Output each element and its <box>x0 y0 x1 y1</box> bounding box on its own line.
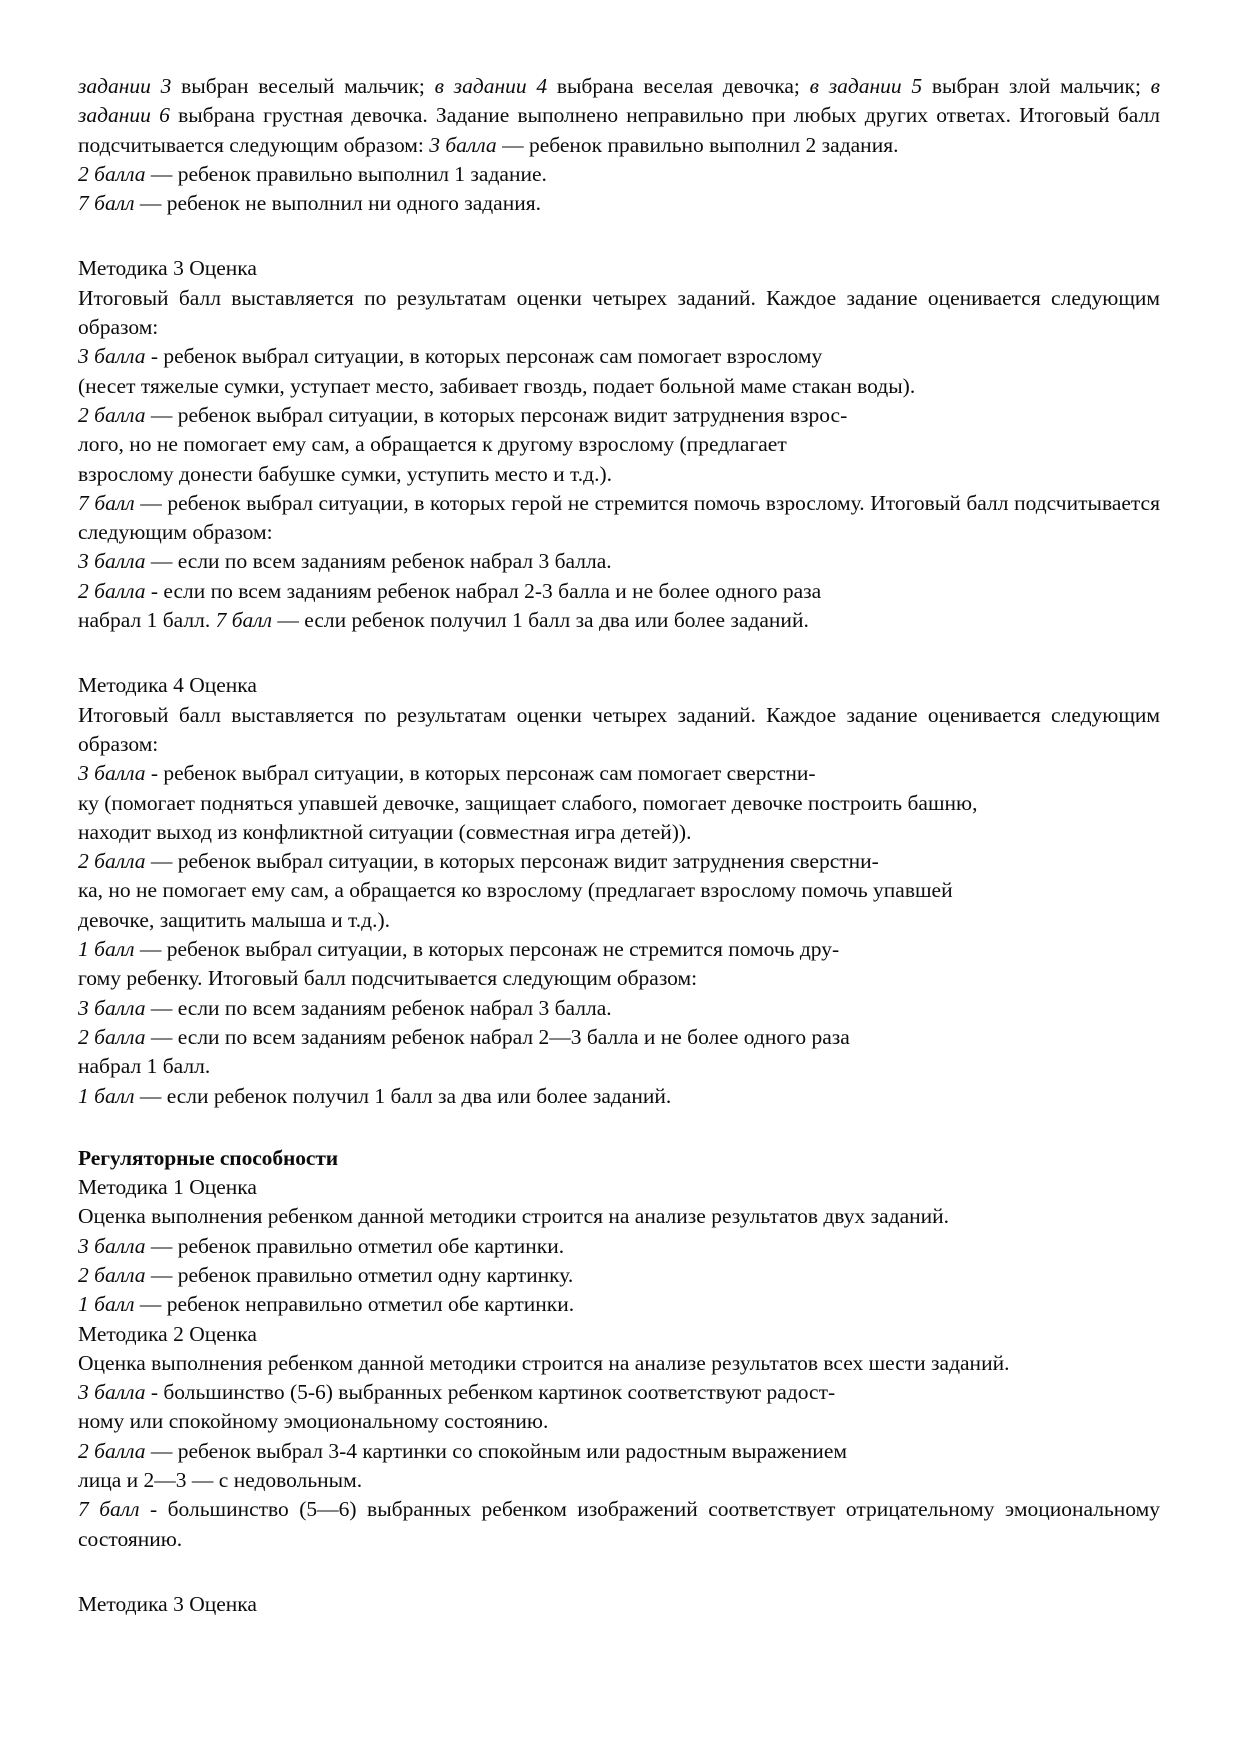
text-paragraph <box>78 1232 1160 1261</box>
text-paragraph <box>78 284 1160 343</box>
italic-run: 2 балла <box>78 1024 151 1049</box>
text-run: Методика 4 Оценка <box>78 673 257 698</box>
paragraph-spacer <box>78 1111 1160 1144</box>
italic-run: в задании 6 <box>78 74 1161 128</box>
text-run: Оценка выполнения ребенком данной методики строится на анализе результатов всех шести заданий. <box>78 1350 1010 1375</box>
text-run: девочке, защитить малыша и т.д.). <box>78 907 390 932</box>
italic-run: 7 балл <box>78 191 140 216</box>
text-paragraph <box>78 789 1160 818</box>
text-run: Методика 3 Оценка <box>78 256 257 281</box>
italic-run: 1 балл <box>78 937 140 962</box>
italic-run: 3 балла <box>78 1380 151 1405</box>
text-paragraph <box>78 372 1160 401</box>
text-run: Итоговый балл выставляется по результатам оценки четырех заданий. Каждое задание оценивается следующим образом: <box>78 285 1160 340</box>
text-run: ку (помогает подняться упавшей девочке, защищает слабого, помогает девочке построить башню, <box>78 790 978 815</box>
paragraph-spacer <box>78 1554 1160 1590</box>
text-paragraph <box>78 1437 1160 1466</box>
text-run: — если по всем заданиям ребенок набрал 3 балла. <box>150 995 612 1020</box>
italic-run: 7 балл <box>215 608 278 633</box>
italic-run: 7 балл <box>78 1497 150 1522</box>
italic-run: 3 балла <box>78 995 151 1020</box>
text-paragraph <box>78 1466 1160 1495</box>
text-run: лица и 2—3 — с недовольным. <box>78 1468 363 1493</box>
text-run: набрал 1 балл. <box>78 608 216 633</box>
text-paragraph <box>78 964 1160 993</box>
text-run: — ребенок правильно отметил обе картинки. <box>150 1233 565 1258</box>
text-run: Итоговый балл выставляется по результатам оценки четырех заданий. Каждое задание оценивается следующим образом: <box>78 702 1160 756</box>
text-run: Методика 1 Оценка <box>78 1175 257 1200</box>
text-run: — если по всем заданиям ребенок набрал 3 балла. <box>150 549 612 574</box>
italic-run: 3 балла <box>78 1233 151 1258</box>
text-run: (несет тяжелые сумки, уступает место, забивает гвоздь, подает больной маме стакан воды). <box>78 373 916 398</box>
text-paragraph <box>78 1590 1160 1619</box>
text-paragraph <box>78 342 1160 371</box>
text-paragraph <box>78 1320 1160 1349</box>
text-run: - если по всем заданиям ребенок набрал 2-3 балла и не более одного раза <box>150 578 822 603</box>
italic-run: 1 балл <box>78 1292 140 1317</box>
italic-run: 2 балла <box>78 1438 151 1463</box>
text-paragraph <box>78 254 1160 283</box>
text-paragraph <box>78 1173 1160 1202</box>
text-run: — ребенок правильно отметил одну картинку. <box>150 1262 574 1287</box>
text-paragraph <box>78 994 1160 1023</box>
section-heading: Регуляторные способности <box>78 1145 339 1170</box>
text-run: - ребенок выбрал ситуации, в которых персонаж сам помогает взрослому <box>150 344 823 369</box>
italic-run: 2 балла <box>78 161 151 186</box>
text-paragraph <box>78 1378 1160 1407</box>
text-run: - ребенок выбрал ситуации, в которых персонаж сам помогает сверстни- <box>150 761 816 786</box>
text-run: набрал 1 балл. <box>78 1054 211 1079</box>
italic-run: задании 3 <box>78 74 182 98</box>
text-run: — ребенок выбрал ситуации, в которых персонаж не стремится помочь дру- <box>139 937 840 962</box>
text-run: взрослому донести бабушке сумки, уступить место и т.д.). <box>78 461 612 486</box>
text-paragraph <box>78 1407 1160 1436</box>
text-run: выбран веселый мальчик; <box>181 74 435 98</box>
italic-run: 2 балла <box>78 578 151 603</box>
italic-run: 3 балла <box>429 132 503 157</box>
text-paragraph <box>78 1023 1160 1052</box>
text-run: гому ребенку. Итоговый балл подсчитывается следующим образом: <box>78 966 698 991</box>
text-paragraph <box>78 1202 1160 1231</box>
text-run: — ребенок выбрал ситуации, в которых персонаж видит затруднения сверстни- <box>150 849 879 874</box>
text-paragraph <box>78 701 1160 760</box>
italic-run: 2 балла <box>78 402 151 427</box>
text-paragraph <box>78 72 1160 160</box>
italic-run: 1 балл <box>78 1083 140 1108</box>
text-paragraph <box>78 189 1160 218</box>
italic-run: 3 балла <box>78 344 151 369</box>
text-paragraph <box>78 759 1160 788</box>
italic-run: 2 балла <box>78 1262 151 1287</box>
text-run: — если ребенок получил 1 балл за два или более заданий. <box>139 1083 672 1108</box>
text-paragraph <box>78 489 1160 548</box>
text-run: выбрана грустная девочка. Задание выполнено неправильно при любых других ответах. Итоговый балл подсчитывается следующим образом: <box>78 103 1160 157</box>
document-body <box>78 72 1160 1619</box>
text-run: — ребенок неправильно отметил обе картинки. <box>139 1292 575 1317</box>
italic-run: в задании 4 <box>434 74 557 98</box>
text-run: находит выход из конфликтной ситуации (совместная игра детей)). <box>78 819 692 844</box>
text-paragraph <box>78 577 1160 606</box>
text-paragraph <box>78 1261 1160 1290</box>
paragraph-spacer <box>78 635 1160 671</box>
text-run: лого, но не помогает ему сам, а обращается к другому взрослому (предлагает <box>78 432 787 457</box>
text-run: выбрана веселая девочка; <box>556 74 810 98</box>
text-paragraph <box>78 1349 1160 1378</box>
italic-run: 7 балл <box>78 490 141 515</box>
text-paragraph <box>78 906 1160 935</box>
text-run: — если ребенок получил 1 балл за два или более заданий. <box>277 608 809 633</box>
text-paragraph <box>78 430 1160 459</box>
text-run: Методика 2 Оценка <box>78 1321 257 1346</box>
text-paragraph <box>78 460 1160 489</box>
italic-run: в задании 5 <box>809 74 932 98</box>
text-run: — ребенок правильно выполнил 2 задания. <box>502 132 899 157</box>
italic-run: 3 балла <box>78 549 151 574</box>
text-paragraph <box>78 1052 1160 1081</box>
text-paragraph <box>78 671 1160 700</box>
text-paragraph <box>78 847 1160 876</box>
italic-run: 3 балла <box>78 761 151 786</box>
text-paragraph <box>78 935 1160 964</box>
text-run: — ребенок правильно выполнил 1 задание. <box>150 161 547 186</box>
text-paragraph <box>78 1082 1160 1111</box>
text-run: — ребенок выбрал ситуации, в которых герой не стремится помочь взрослому. Итоговый балл подсчитывается следующим образом: <box>78 490 1160 545</box>
text-paragraph <box>78 1495 1160 1554</box>
paragraph-spacer <box>78 218 1160 254</box>
text-run: выбран злой мальчик; <box>931 74 1151 98</box>
text-run: — ребенок выбрал ситуации, в которых персонаж видит затруднения взрос- <box>150 402 848 427</box>
text-run: — если по всем заданиям ребенок набрал 2—3 балла и не более одного раза <box>150 1024 850 1049</box>
text-paragraph <box>78 876 1160 905</box>
text-paragraph <box>78 1290 1160 1319</box>
text-run: - большинство (5—6) выбранных ребенком изображений соответствует отрицательному эмоциональному состоянию. <box>78 1497 1160 1551</box>
italic-run: 2 балла <box>78 849 151 874</box>
text-run: — ребенок выбрал 3-4 картинки со спокойным или радостным выражением <box>150 1438 847 1463</box>
text-paragraph <box>78 818 1160 847</box>
text-paragraph <box>78 547 1160 576</box>
text-paragraph <box>78 401 1160 430</box>
text-run: Оценка выполнения ребенком данной методики строится на анализе результатов двух заданий. <box>78 1204 950 1229</box>
text-run: — ребенок не выполнил ни одного задания. <box>139 191 542 216</box>
text-paragraph <box>78 606 1160 635</box>
text-run: - большинство (5-6) выбранных ребенком картинок соответствуют радост- <box>150 1380 836 1405</box>
text-paragraph <box>78 160 1160 189</box>
text-run: Методика 3 Оценка <box>78 1591 257 1616</box>
text-run: ному или спокойному эмоциональному состоянию. <box>78 1409 549 1434</box>
text-run: ка, но не помогает ему сам, а обращается ко взрослому (предлагает взрослому помочь упавшей <box>78 878 953 903</box>
